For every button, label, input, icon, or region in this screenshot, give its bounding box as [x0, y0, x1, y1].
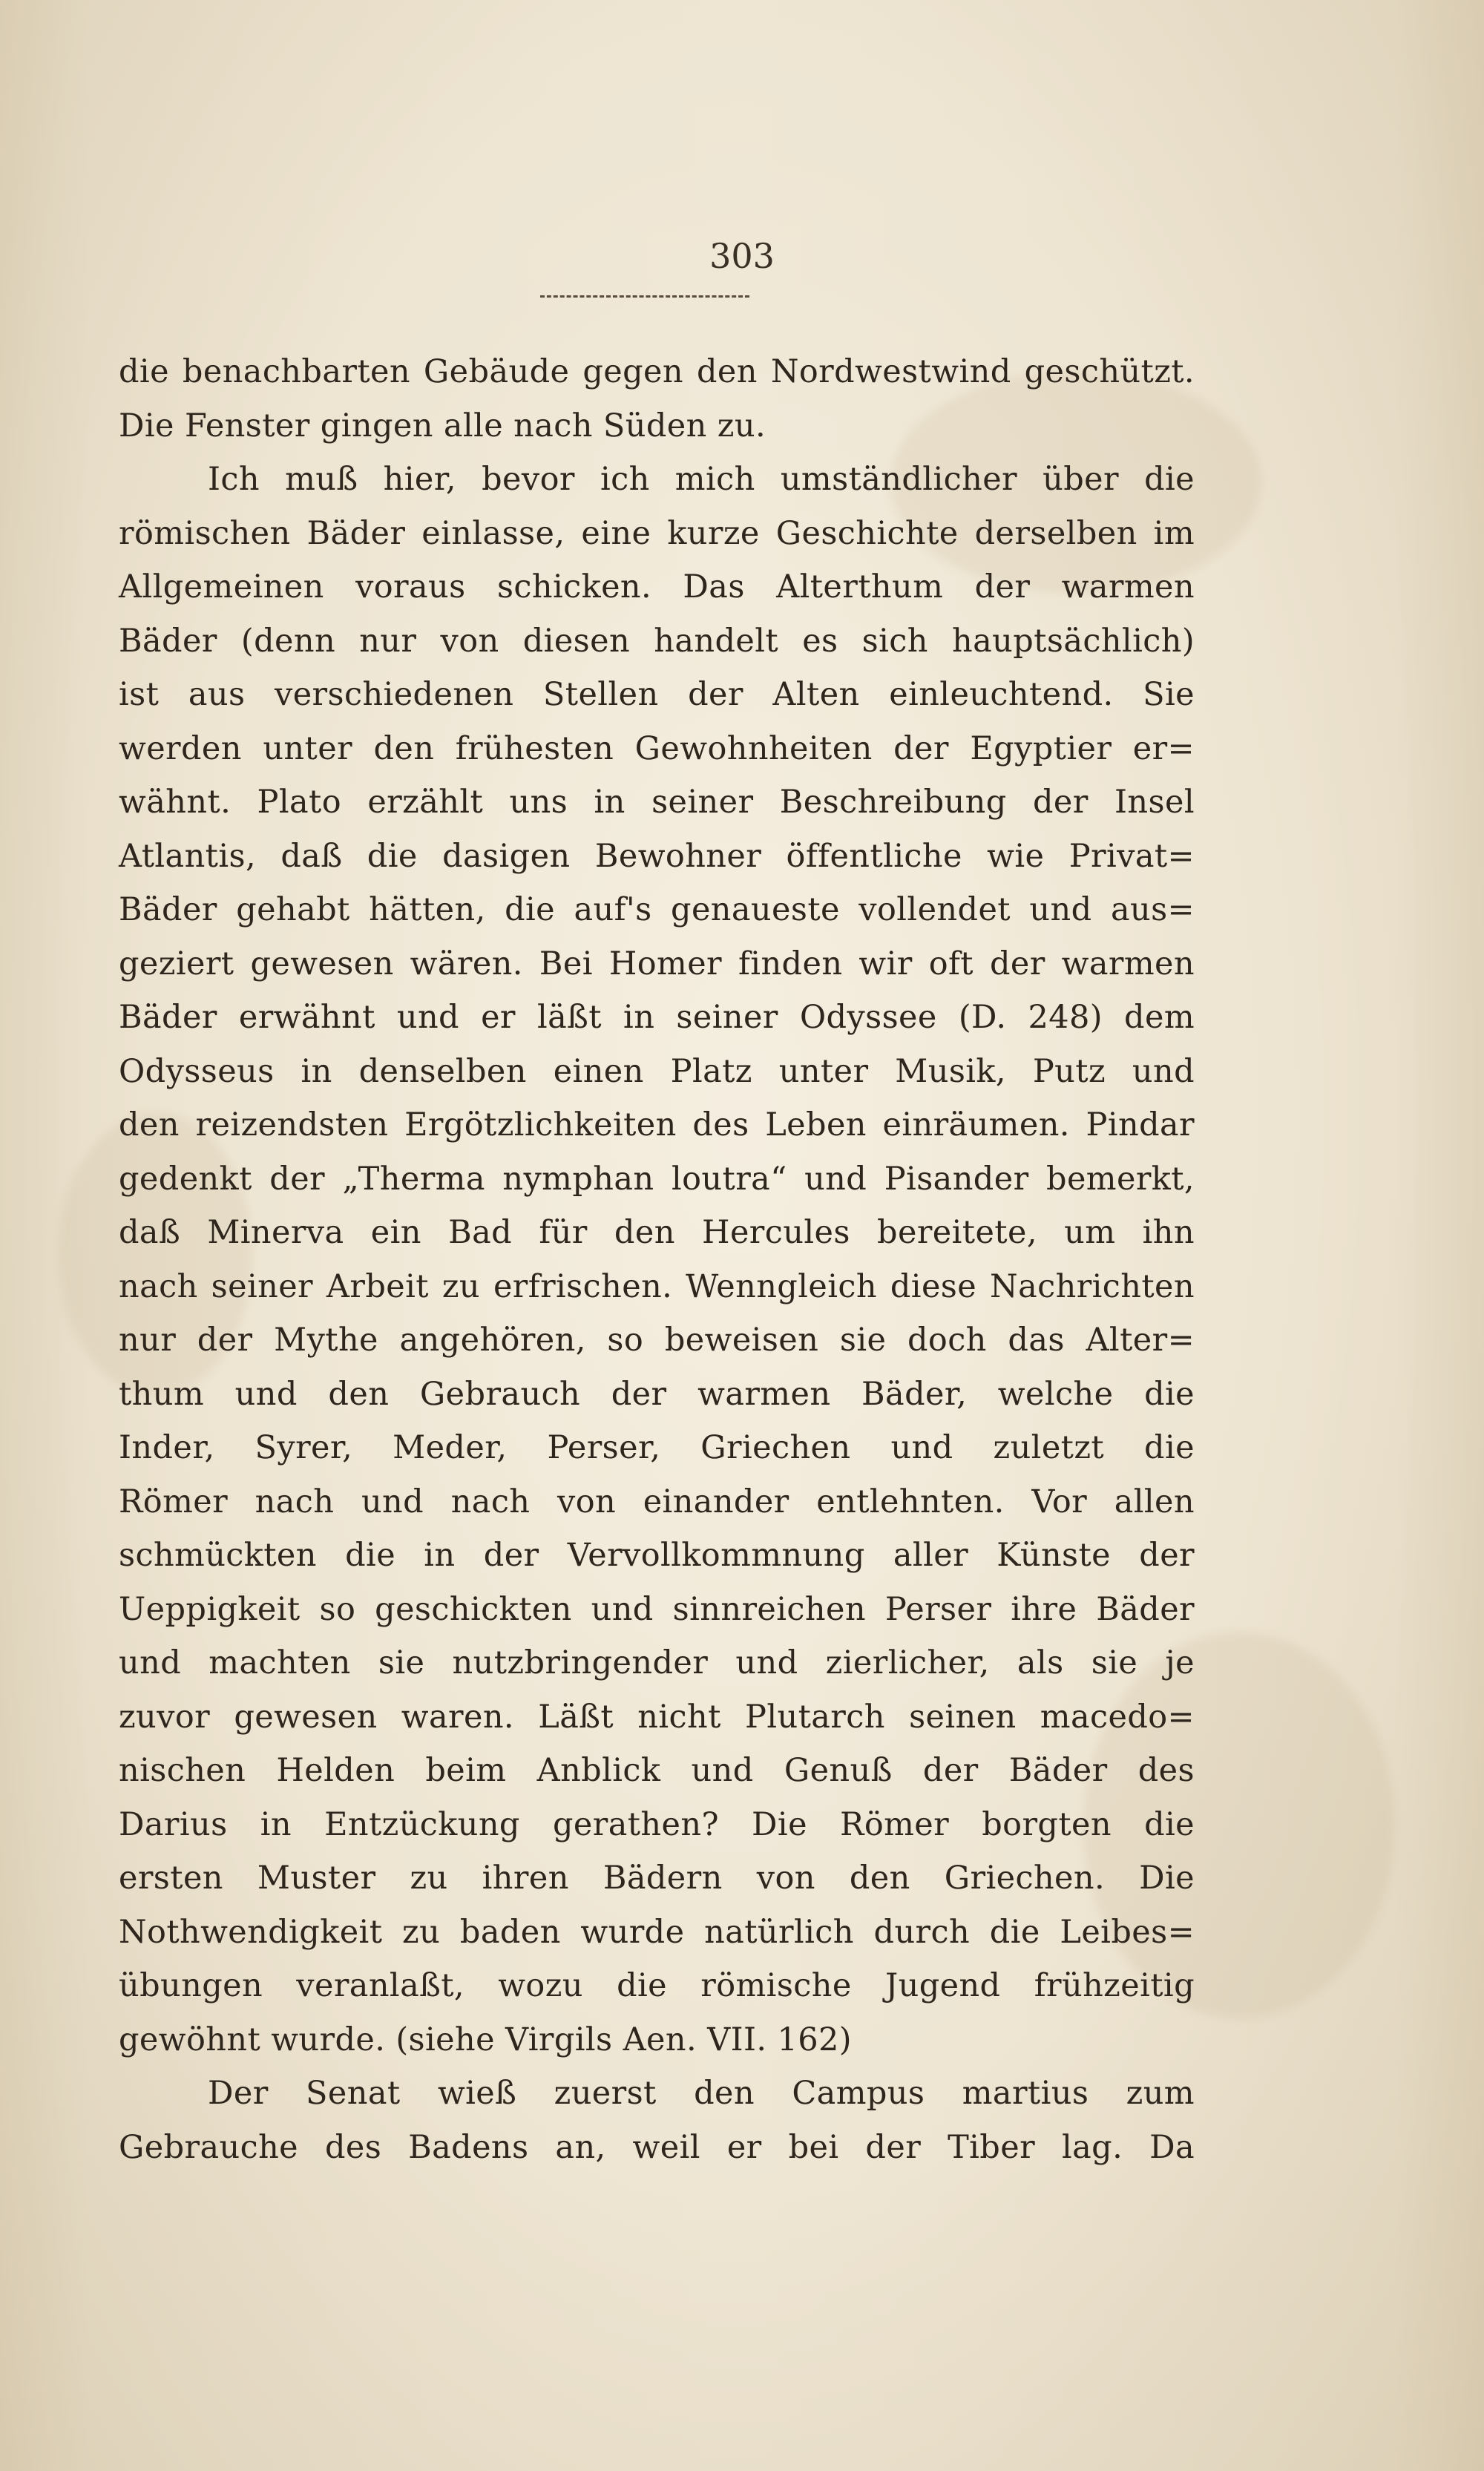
text-line: den reizendsten Ergötzlichkeiten des Leben einräumen. Pindar: [119, 1106, 1195, 1143]
text-line: übungen veranlaßt, wozu die römische Jugend frühzeitig: [119, 1967, 1195, 2004]
text-line: gewöhnt wurde. (siehe Virgils Aen. VII. 162): [119, 2021, 852, 2058]
text-line: ersten Muster zu ihren Bädern von den Griechen. Die: [119, 1860, 1195, 1897]
text-line: die benachbarten Gebäude gegen den Nordwestwind geschützt.: [119, 353, 1195, 390]
text-line: schmückten die in der Vervollkommnung aller Künste der: [119, 1537, 1195, 1574]
body-text: [119, 345, 1195, 2174]
text-line: Allgemeinen voraus schicken. Das Alterthum der warmen: [119, 568, 1195, 606]
text-line: geziert gewesen wären. Bei Homer finden wir oft der warmen: [119, 945, 1195, 982]
text-line: Inder, Syrer, Meder, Perser, Griechen und zuletzt die: [119, 1429, 1195, 1466]
text-line: thum und den Gebrauch der warmen Bäder, welche die: [119, 1375, 1195, 1413]
text-line: daß Minerva ein Bad für den Hercules bereitete, um ihn: [119, 1214, 1195, 1251]
text-line: nur der Mythe angehören, so beweisen sie doch das Alter=: [119, 1322, 1195, 1359]
text-line: gedenkt der „Therma nymphan loutra“ und Pisander bemerkt,: [119, 1160, 1195, 1198]
header-rule: [540, 295, 749, 298]
text-line: nach seiner Arbeit zu erfrischen. Wenngleich diese Nachrichten: [119, 1267, 1195, 1305]
text-line: Odysseus in denselben einen Platz unter Musik, Putz und: [119, 1052, 1195, 1090]
text-line: Ueppigkeit so geschickten und sinnreichen Perser ihre Bäder: [119, 1590, 1195, 1628]
text-line: Römer nach und nach von einander entlehnten. Vor allen: [119, 1483, 1195, 1520]
text-line: Bäder (denn nur von diesen handelt es sich hauptsächlich): [119, 622, 1195, 660]
text-line: Die Fenster gingen alle nach Süden zu.: [119, 407, 766, 444]
text-line: Darius in Entzückung gerathen? Die Römer borgten die: [119, 1805, 1195, 1843]
text-line: nischen Helden beim Anblick und Genuß der Bäder des: [119, 1752, 1195, 1789]
text-line: zuvor gewesen waren. Läßt nicht Plutarch seinen macedo=: [119, 1698, 1195, 1736]
text-line: werden unter den frühesten Gewohnheiten der Egyptier er=: [119, 729, 1195, 767]
text-line: Bäder gehabt hätten, die auf's genaueste vollendet und aus=: [119, 891, 1195, 928]
text-line: wähnt. Plato erzählt uns in seiner Beschreibung der Insel: [119, 784, 1195, 821]
text-line: und machten sie nutzbringender und zierlicher, als sie je: [119, 1644, 1195, 1681]
text-line: Bäder erwähnt und er läßt in seiner Odyssee (D. 248) dem: [119, 999, 1195, 1036]
text-line: Ich muß hier, bevor ich mich umständlicher über die: [208, 461, 1195, 498]
text-line: Der Senat wieß zuerst den Campus martius zum: [208, 2075, 1195, 2112]
text-line: ist aus verschiedenen Stellen der Alten einleuchtend. Sie: [119, 676, 1195, 713]
text-line: Nothwendigkeit zu baden wurde natürlich durch die Leibes=: [119, 1913, 1195, 1951]
text-line: Gebrauche des Badens an, weil er bei der Tiber lag. Da: [119, 2128, 1195, 2166]
page-number: 303: [709, 236, 775, 276]
text-line: Atlantis, daß die dasigen Bewohner öffentliche wie Privat=: [119, 837, 1195, 875]
text-line: römischen Bäder einlasse, eine kurze Geschichte derselben im: [119, 514, 1195, 552]
